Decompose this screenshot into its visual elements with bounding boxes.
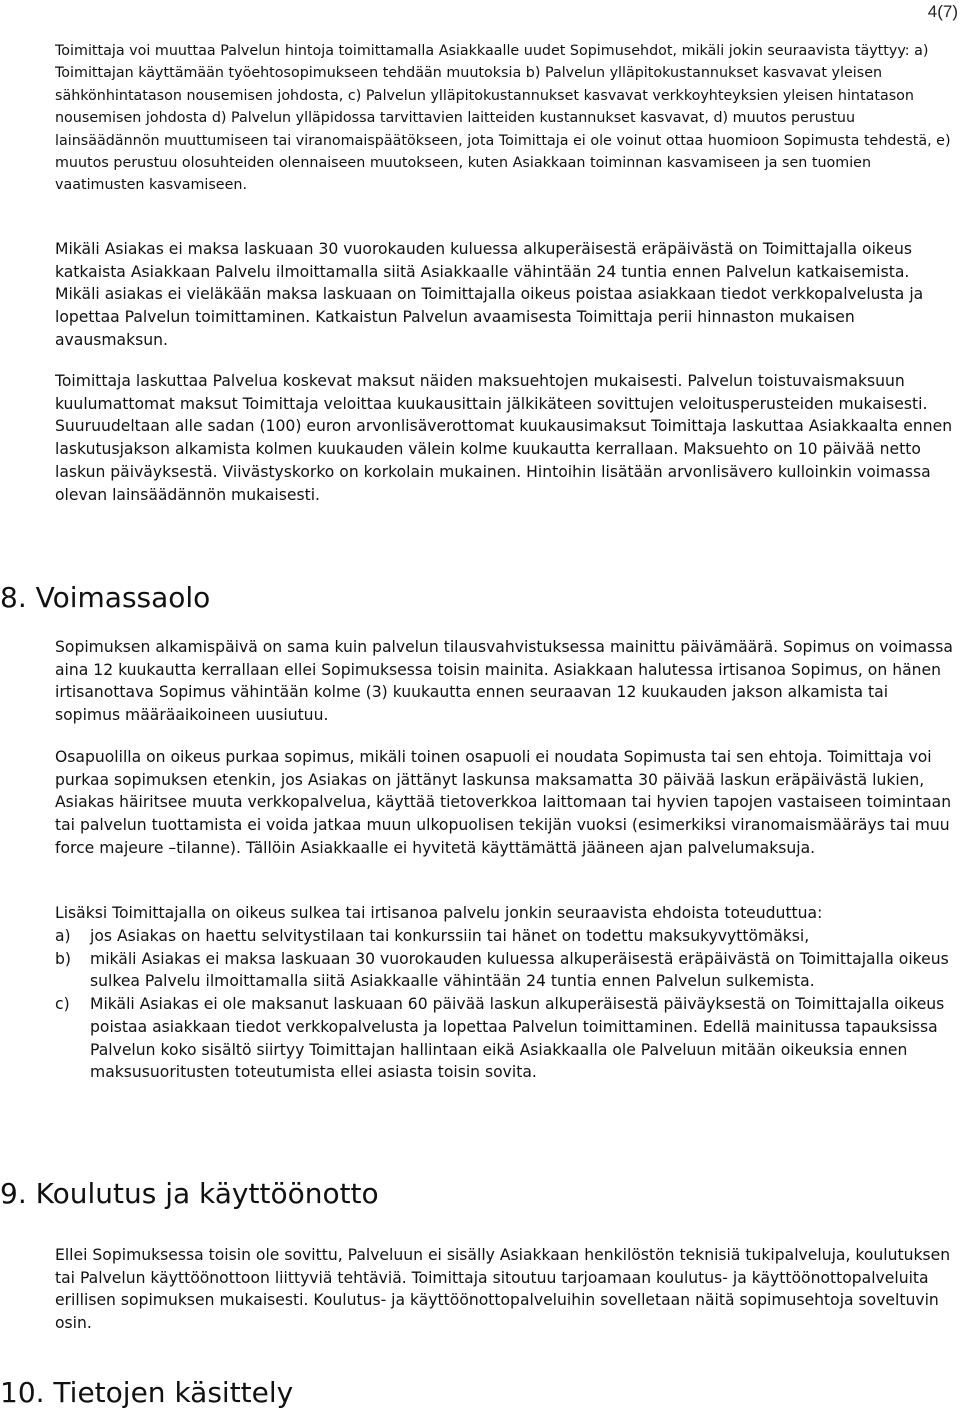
list-item <box>55 993 955 1084</box>
section-8-heading: 8. Voimassaolo <box>0 581 211 614</box>
page-number: 4(7) <box>927 2 958 21</box>
pricing-change-paragraph: Toimittaja voi muuttaa Palvelun hintoja toimittamalla Asiakkaalle uudet Sopimusehdot, mikäli jokin seuraavista täyttyy: a) Toimittajan käyttämään työehtosopimukseen tehdään muutoksia b) Palvelun ylläpitokustannukset kasvavat yleisen sähkönhintatason nousemisen johdosta, c) Palvelun ylläpitokustannukset kasvavat verkkoyhteyksien yleisen hintatason nousemisen johdosta d) Palvelun ylläpidossa tarvittavien laitteiden kustannukset kasvavat, d) muutos perustuu lainsäädännön muuttumiseen tai viranomaispäätökseen, jota Toimittaja ei ole voinut ottaa huomioon Sopimusta tehdestä, e) muutos perustuu olosuhteiden olennaiseen muutokseen, kuten Asiakkaan toiminnan kasvamiseen ja sen tuomien vaatimusten kasvamiseen. <box>55 43 951 194</box>
list-marker: b) <box>55 949 71 968</box>
list-item <box>55 948 955 993</box>
list-marker: a) <box>55 927 71 945</box>
list-item-text: Mikäli Asiakas ei ole maksanut laskuaan 60 päivää laskun alkuperäisestä päiväyksestä on Toimittajalla oikeus poistaa asiakkaan tiedot verkkopalvelusta ja lopettaa Palvelun toimittaminen. Edellä mainitussa tapauksissa Palvelun koko sisältö siirtyy Toimittajan hallintaan eikä Asiakkaalla ole Palveluun mitään oikeuksia ennen maksusuoritusten toteutumista ellei asiasta toisin sovita. <box>90 995 945 1082</box>
termination-paragraph: Osapuolilla on oikeus purkaa sopimus, mikäli toinen osapuoli ei noudata Sopimusta tai sen ehtoja. Toimittaja voi purkaa sopimuksen etenkin, jos Asiakas on jättänyt laskunsa maksamatta 30 päivää laskun eräpäivästä lukien, Asiakas häiritsee muuta verkkopalvelua, käyttää tietoverkkoa laittomaan tai hyvien tapojen vastaiseen toimintaan tai palvelun tuottamista ei voida jatkaa muun ulkopuolisen tekijän vuoksi (esimerkiksi viranomaismääräys tai muu force majeure –tilanne). Tällöin Asiakkaalle ei hyvitetä käyttämättä jääneen ajan palvelumaksuja. <box>55 748 952 857</box>
section-9-heading: 9. Koulutus ja käyttöönotto <box>0 1177 379 1210</box>
closure-conditions-intro: Lisäksi Toimittajalla on oikeus sulkea tai irtisanoa palvelu jonkin seuraavista ehdoista toteuduttua: <box>55 904 823 922</box>
billing-terms-paragraph: Toimittaja laskuttaa Palvelua koskevat maksut näiden maksuehtojen mukaisesti. Palvelun toistuvaismaksuun kuulumattomat maksut Toimittaja veloittaa kuukausittain jälkikäteen sovittujen veloitusperusteiden mukaisesti. Suuruudeltaan alle sadan (100) euron arvonlisäverottomat kuukausimaksut Toimittaja laskuttaa Asiakkaalta ennen laskutusjakson alkamista kolmen kuukauden välein kolme kuukautta kerrallaan. Maksuehto on 10 päivää netto laskun päiväyksestä. Viivästyskorko on korkolain mukainen. Hintoihin lisätään arvonlisävero kulloinkin voimassa olevan lainsäädännön mukaisesti. <box>55 372 953 504</box>
section-10-heading: 10. Tietojen käsittely <box>0 1376 294 1409</box>
list-marker: c) <box>55 995 70 1014</box>
list-item-text: mikäli Asiakas ei maksa laskuaan 30 vuorokauden kuluessa alkuperäisestä eräpäivästä on Toimittajalla oikeus sulkea Palvelu ilmoittamalla siitä Asiakkaalle vähintään 24 tuntia ennen Palvelun sulkemista. <box>90 949 949 991</box>
validity-paragraph: Sopimuksen alkamispäivä on sama kuin palvelun tilausvahvistuksessa mainittu päivämäärä. Sopimus on voimassa aina 12 kuukautta kerrallaan ellei Sopimuksessa toisin mainita. Asiakkaan halutessa irtisanoa Sopimus, on hänen irtisanottava Sopimus vähintään kolme (3) kuukautta ennen seuraavan 12 kuukauden jakson alkamista tai sopimus määräaikoineen uusiutuu. <box>55 638 953 725</box>
closure-conditions-list <box>55 925 955 1084</box>
list-item <box>55 925 955 948</box>
list-item-text: jos Asiakas on haettu selvitystilaan tai konkurssiin tai hänet on todettu maksukyvyttömäksi, <box>90 927 810 945</box>
training-paragraph: Ellei Sopimuksessa toisin ole sovittu, Palveluun ei sisälly Asiakkaan henkilöstön teknisiä tukipalveluja, koulutuksen tai Palvelun käyttöönottoon liittyviä tehtäviä. Toimittaja sitoutuu tarjoamaan koulutus- ja käyttöönottopalveluita erillisen sopimuksen mukaisesti. Koulutus- ja käyttöönottopalveluihin sovelletaan näitä sopimusehtoja soveltuvin osin. <box>55 1246 951 1333</box>
payment-default-paragraph: Mikäli Asiakas ei maksa laskuaan 30 vuorokauden kuluessa alkuperäisestä eräpäivästä on Toimittajalla oikeus katkaista Asiakkaan Palvelu ilmoittamalla siitä Asiakkaalle vähintään 24 tuntia ennen Palvelun katkaisemista. Mikäli asiakas ei vieläkään maksa laskuaan on Toimittajalla oikeus poistaa asiakkaan tiedot verkkopalvelusta ja lopettaa Palvelun toimittaminen. Katkaistun Palvelun avaamisesta Toimittaja perii hinnaston mukaisen avausmaksun. <box>55 240 924 349</box>
